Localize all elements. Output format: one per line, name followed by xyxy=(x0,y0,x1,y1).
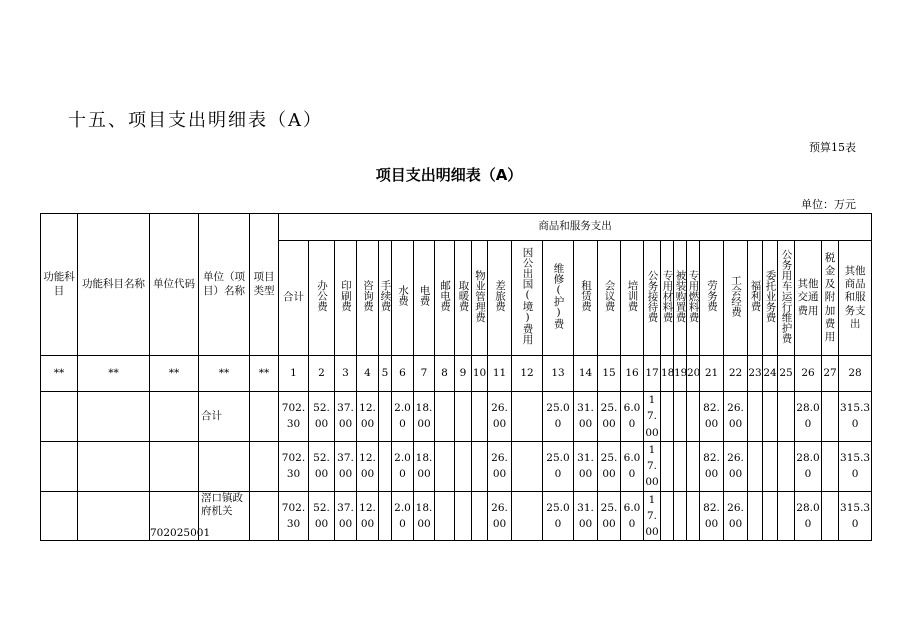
value-cell xyxy=(488,441,512,491)
index-cell-text: 15 xyxy=(602,366,616,379)
value-cell xyxy=(839,392,872,442)
value-cell xyxy=(795,441,822,491)
value-cell xyxy=(455,491,472,541)
index-cell xyxy=(661,356,674,392)
sub-header-text: 会议费 xyxy=(603,280,616,312)
index-cell xyxy=(335,356,357,392)
value-cell xyxy=(414,392,435,442)
value-cell-text: 17.00 xyxy=(645,394,659,439)
value-cell xyxy=(748,392,763,442)
value-cell xyxy=(724,491,748,541)
row-label xyxy=(250,392,279,442)
index-cell-text: 10 xyxy=(472,366,487,379)
index-cell-text: ** xyxy=(168,366,180,379)
value-cell xyxy=(674,491,687,541)
index-cell-text: 5 xyxy=(381,366,389,379)
sub-header-text: 邮电费 xyxy=(439,280,451,312)
index-cell xyxy=(488,356,512,392)
value-cell-text: 18.00 xyxy=(415,451,433,481)
sub-header-text: 物业管理费 xyxy=(474,269,486,323)
index-cell-text: 14 xyxy=(578,366,593,379)
row-label xyxy=(41,392,78,442)
value-cell-text: 25.00 xyxy=(600,451,618,481)
index-cell-text: 4 xyxy=(364,366,371,379)
value-cell xyxy=(472,491,488,541)
sub-header-text: 租赁费 xyxy=(580,280,592,312)
value-cell xyxy=(379,491,392,541)
index-cell-text: 26 xyxy=(801,366,815,379)
section-heading: 十五、项目支出明细表（A） xyxy=(68,110,323,131)
index-cell-text: 27 xyxy=(823,366,837,379)
value-cell-text: 37.00 xyxy=(337,501,354,530)
value-cell xyxy=(763,392,778,442)
value-cell-text: 31.00 xyxy=(577,501,594,530)
value-cell xyxy=(748,491,763,541)
sub-header xyxy=(472,241,488,356)
index-cell xyxy=(598,356,621,392)
value-cell xyxy=(543,392,574,442)
index-cell-text: 23 xyxy=(748,366,762,379)
value-cell-text: 26.00 xyxy=(727,451,744,481)
sub-header xyxy=(644,241,661,356)
sub-header xyxy=(839,241,872,356)
value-cell xyxy=(795,491,822,541)
value-cell-text: 25.00 xyxy=(546,451,570,481)
column-header xyxy=(150,214,199,356)
sub-header-text: 其他交通费用 xyxy=(797,278,819,317)
column-header xyxy=(41,214,78,356)
value-cell-text: 17.00 xyxy=(645,443,659,489)
index-cell-text: 6 xyxy=(399,366,406,379)
row-label xyxy=(78,441,150,491)
value-cell xyxy=(763,491,778,541)
value-cell-text: 26.00 xyxy=(727,501,744,530)
value-cell xyxy=(435,491,455,541)
index-cell-text: 22 xyxy=(728,366,743,379)
sub-header-text: 专用燃料费 xyxy=(687,269,700,323)
value-cell-text: 6.00 xyxy=(623,451,641,481)
value-cell-text: 315.30 xyxy=(840,451,871,481)
sub-header xyxy=(687,241,700,356)
sub-header xyxy=(598,241,621,356)
sub-header-text: 委托业务费 xyxy=(764,269,777,323)
sub-header xyxy=(674,241,687,356)
sub-header-text: 印刷费 xyxy=(340,280,352,312)
table-row xyxy=(41,491,872,541)
value-cell xyxy=(279,491,309,541)
value-cell xyxy=(598,491,621,541)
value-cell xyxy=(335,441,357,491)
sub-header xyxy=(724,241,748,356)
value-cell xyxy=(674,441,687,491)
index-cell xyxy=(763,356,778,392)
index-cell xyxy=(392,356,414,392)
row-label xyxy=(78,392,150,442)
value-cell xyxy=(700,491,724,541)
sub-header xyxy=(414,241,435,356)
column-header-text: 功能科目名称 xyxy=(82,277,145,290)
index-cell-text: 28 xyxy=(848,366,862,379)
index-cell-text: 3 xyxy=(342,366,349,379)
index-cell xyxy=(379,356,392,392)
table-row xyxy=(41,441,872,491)
value-cell xyxy=(379,392,392,442)
index-cell-text: 21 xyxy=(704,366,719,379)
sub-header xyxy=(455,241,472,356)
index-cell xyxy=(778,356,795,392)
value-cell xyxy=(414,441,435,491)
value-cell-text: 6.00 xyxy=(623,501,641,530)
value-cell xyxy=(795,392,822,442)
value-cell xyxy=(661,441,674,491)
value-cell xyxy=(778,441,795,491)
index-cell xyxy=(822,356,839,392)
row-label xyxy=(150,441,199,491)
value-cell-text: 52.00 xyxy=(313,501,330,530)
value-cell xyxy=(392,441,414,491)
value-cell xyxy=(335,392,357,442)
index-cell-text: 13 xyxy=(551,366,565,379)
value-cell xyxy=(279,392,309,442)
value-cell xyxy=(357,441,379,491)
row-label xyxy=(250,441,279,491)
index-cell-text: 7 xyxy=(420,366,428,379)
value-cell xyxy=(435,441,455,491)
sub-header xyxy=(512,241,543,356)
index-cell-text: 20 xyxy=(687,366,701,379)
value-cell xyxy=(543,491,574,541)
column-header xyxy=(199,214,250,356)
value-cell xyxy=(472,392,488,442)
value-cell xyxy=(778,491,795,541)
index-cell xyxy=(309,356,335,392)
value-cell xyxy=(512,441,543,491)
value-cell xyxy=(379,441,392,491)
table-title: 项目支出明细表（A） xyxy=(375,166,523,184)
sub-header-text: 福利费 xyxy=(749,280,762,312)
index-cell-text: 9 xyxy=(459,366,467,379)
index-cell xyxy=(250,356,279,392)
sub-header xyxy=(543,241,574,356)
value-cell-text: 25.00 xyxy=(600,402,618,431)
value-cell xyxy=(763,441,778,491)
value-cell xyxy=(512,491,543,541)
sub-header-text: 被装购置费 xyxy=(674,269,687,323)
sub-header-text: 工会经费 xyxy=(730,274,742,317)
sub-header xyxy=(357,241,379,356)
value-cell-text: 26.00 xyxy=(491,501,508,530)
value-cell-text: 25.00 xyxy=(546,501,570,530)
index-cell xyxy=(512,356,543,392)
group-header xyxy=(279,214,872,241)
value-cell-text: 315.30 xyxy=(840,501,871,530)
index-cell xyxy=(150,356,199,392)
sub-header-text: 差旅费 xyxy=(494,280,506,312)
sub-header xyxy=(335,241,357,356)
sub-header-text: 合计 xyxy=(283,291,304,304)
value-cell xyxy=(839,491,872,541)
index-cell xyxy=(199,356,250,392)
index-cell-text: 18 xyxy=(661,366,675,379)
sub-header-text: 其他商品和服务支出 xyxy=(844,265,866,330)
value-cell xyxy=(598,392,621,442)
value-cell-text: 28.00 xyxy=(796,501,820,530)
value-cell-text: 18.00 xyxy=(415,402,433,431)
column-header-text: 单位（项目）名称 xyxy=(203,271,245,297)
sub-header-text: 培训费 xyxy=(626,280,639,312)
value-cell-text: 2.00 xyxy=(394,451,411,481)
header-row-group xyxy=(41,214,872,241)
value-cell xyxy=(309,491,335,541)
value-cell-text: 2.00 xyxy=(394,402,411,431)
value-cell xyxy=(644,491,661,541)
value-cell-text: 25.00 xyxy=(546,402,570,431)
value-cell xyxy=(512,392,543,442)
value-cell xyxy=(455,441,472,491)
sub-header-text: 因公出国(境)费用 xyxy=(521,247,534,345)
index-cell-text: ** xyxy=(108,366,119,379)
sub-header-text: 办公费 xyxy=(316,280,328,312)
index-cell-text: ** xyxy=(53,366,65,379)
value-cell xyxy=(279,441,309,491)
value-cell xyxy=(414,491,435,541)
table-number: 预算15表 xyxy=(809,141,856,154)
index-cell-text: 12 xyxy=(520,366,534,379)
value-cell-text: 2.00 xyxy=(394,501,411,530)
value-cell xyxy=(822,392,839,442)
index-cell xyxy=(543,356,574,392)
column-header-text: 功能科目 xyxy=(43,271,75,297)
sub-header xyxy=(778,241,795,356)
index-cell xyxy=(724,356,748,392)
sub-header xyxy=(795,241,822,356)
column-header-text: 单位代码 xyxy=(153,277,195,290)
index-cell xyxy=(414,356,435,392)
value-cell-text: 12.00 xyxy=(359,451,376,481)
value-cell xyxy=(392,392,414,442)
index-cell xyxy=(357,356,379,392)
sub-header xyxy=(700,241,724,356)
value-cell xyxy=(687,392,700,442)
value-cell xyxy=(644,392,661,442)
value-cell-text: 82.00 xyxy=(703,402,720,431)
sub-header-text: 公务用车运行维护费 xyxy=(780,248,793,344)
sub-header-text: 劳务费 xyxy=(706,280,718,312)
sub-header xyxy=(435,241,455,356)
unit-label: 单位：万元 xyxy=(801,198,856,211)
index-cell-text: 24 xyxy=(763,366,777,379)
column-header-text: 项目类型 xyxy=(253,271,275,297)
value-cell xyxy=(309,392,335,442)
value-cell xyxy=(455,392,472,442)
index-cell-text: 25 xyxy=(779,366,793,379)
value-cell-text: 12.00 xyxy=(359,501,376,530)
index-cell xyxy=(455,356,472,392)
sub-header xyxy=(621,241,644,356)
value-cell xyxy=(687,491,700,541)
column-header xyxy=(78,214,150,356)
value-cell-text: 31.00 xyxy=(577,402,594,431)
sub-header-text: 电费 xyxy=(418,285,431,307)
index-cell xyxy=(472,356,488,392)
value-cell xyxy=(839,441,872,491)
value-cell-text: 6.00 xyxy=(623,402,641,431)
index-cell xyxy=(674,356,687,392)
sub-header-text: 取暖费 xyxy=(457,280,470,312)
value-cell xyxy=(700,392,724,442)
value-cell-text: 702.30 xyxy=(281,451,306,481)
value-cell xyxy=(357,491,379,541)
index-cell xyxy=(279,356,309,392)
row-label xyxy=(199,441,250,491)
row-label xyxy=(150,392,199,442)
value-cell xyxy=(700,441,724,491)
index-cell-text: 1 xyxy=(290,366,297,379)
value-cell xyxy=(357,392,379,442)
value-cell xyxy=(488,392,512,442)
sub-header-text: 公务接待费 xyxy=(646,269,659,323)
value-cell-text: 26.00 xyxy=(727,402,744,431)
value-cell xyxy=(488,491,512,541)
value-cell xyxy=(724,392,748,442)
row-label xyxy=(41,441,78,491)
value-cell xyxy=(822,441,839,491)
sub-header xyxy=(379,241,392,356)
sub-header-text: 维修(护)费 xyxy=(552,262,565,329)
value-cell-text: 26.00 xyxy=(491,402,508,431)
value-cell xyxy=(621,491,644,541)
group-header-text: 商品和服务支出 xyxy=(538,220,612,233)
index-cell xyxy=(644,356,661,392)
row-label xyxy=(150,491,211,541)
value-cell-text: 37.00 xyxy=(337,402,354,431)
value-cell-text: 28.00 xyxy=(796,451,820,481)
index-cell xyxy=(700,356,724,392)
sub-header xyxy=(822,241,839,356)
value-cell xyxy=(687,441,700,491)
value-cell-text: 702.30 xyxy=(281,501,306,530)
value-cell xyxy=(748,441,763,491)
index-cell xyxy=(78,356,150,392)
value-cell xyxy=(472,441,488,491)
index-row xyxy=(41,356,872,392)
sub-header xyxy=(309,241,335,356)
value-cell-text: 82.00 xyxy=(703,451,720,481)
value-cell xyxy=(621,441,644,491)
expenditure-table xyxy=(40,213,872,541)
value-cell-text: 25.00 xyxy=(600,501,618,530)
value-cell-text: 26.00 xyxy=(491,451,508,481)
index-cell xyxy=(795,356,822,392)
index-cell xyxy=(41,356,78,392)
index-cell-text: ** xyxy=(218,366,230,379)
sub-header xyxy=(279,241,309,356)
index-cell xyxy=(839,356,872,392)
value-cell xyxy=(674,392,687,442)
index-cell-text: 2 xyxy=(318,366,325,379)
index-cell-text: 17 xyxy=(645,366,659,379)
row-label-text: 702025001 xyxy=(150,527,211,540)
value-cell-text: 52.00 xyxy=(313,451,330,481)
sub-header-text: 咨询费 xyxy=(362,280,374,312)
value-cell-text: 12.00 xyxy=(359,402,376,431)
index-cell xyxy=(574,356,598,392)
row-label xyxy=(199,392,250,442)
sub-header xyxy=(574,241,598,356)
row-label xyxy=(78,491,150,541)
value-cell xyxy=(574,441,598,491)
value-cell-text: 702.30 xyxy=(281,402,306,431)
sub-header-text: 税金及附加费用 xyxy=(824,252,836,343)
index-cell-text: ** xyxy=(258,366,270,379)
row-label-text: 合计 xyxy=(201,409,222,422)
value-cell xyxy=(621,392,644,442)
index-cell xyxy=(687,356,700,392)
column-header xyxy=(250,214,279,356)
value-cell-text: 28.00 xyxy=(796,402,820,431)
value-cell xyxy=(598,441,621,491)
value-cell xyxy=(392,491,414,541)
value-cell-text: 31.00 xyxy=(577,451,594,481)
index-cell-text: 19 xyxy=(674,366,688,379)
row-label xyxy=(250,491,279,541)
sub-header-text: 手续费 xyxy=(379,280,392,312)
value-cell xyxy=(309,441,335,491)
sub-header xyxy=(392,241,414,356)
value-cell xyxy=(724,441,748,491)
sub-header xyxy=(748,241,763,356)
index-cell xyxy=(435,356,455,392)
sub-header xyxy=(661,241,674,356)
value-cell-text: 315.30 xyxy=(840,402,871,431)
row-label xyxy=(41,491,78,541)
value-cell xyxy=(778,392,795,442)
value-cell-text: 52.00 xyxy=(313,402,330,431)
index-cell xyxy=(748,356,763,392)
value-cell-text: 82.00 xyxy=(703,501,720,530)
value-cell xyxy=(644,441,661,491)
sub-header xyxy=(763,241,778,356)
value-cell xyxy=(574,392,598,442)
value-cell xyxy=(822,491,839,541)
value-cell-text: 17.00 xyxy=(645,493,659,539)
index-cell-text: 16 xyxy=(625,366,639,379)
value-cell xyxy=(574,491,598,541)
sub-header xyxy=(488,241,512,356)
value-cell-text: 37.00 xyxy=(337,451,354,481)
value-cell xyxy=(661,491,674,541)
value-cell xyxy=(661,392,674,442)
sub-header-text: 水费 xyxy=(397,285,409,307)
value-cell xyxy=(543,441,574,491)
index-cell-text: 8 xyxy=(441,366,448,379)
value-cell xyxy=(335,491,357,541)
value-cell-text: 18.00 xyxy=(415,501,433,530)
index-cell-text: 11 xyxy=(492,366,507,379)
row-label-text: 滘口镇政府机关 xyxy=(201,491,243,517)
value-cell xyxy=(435,392,455,442)
index-cell xyxy=(621,356,644,392)
table-row xyxy=(41,392,872,442)
sub-header-text: 专用材料费 xyxy=(661,269,674,323)
